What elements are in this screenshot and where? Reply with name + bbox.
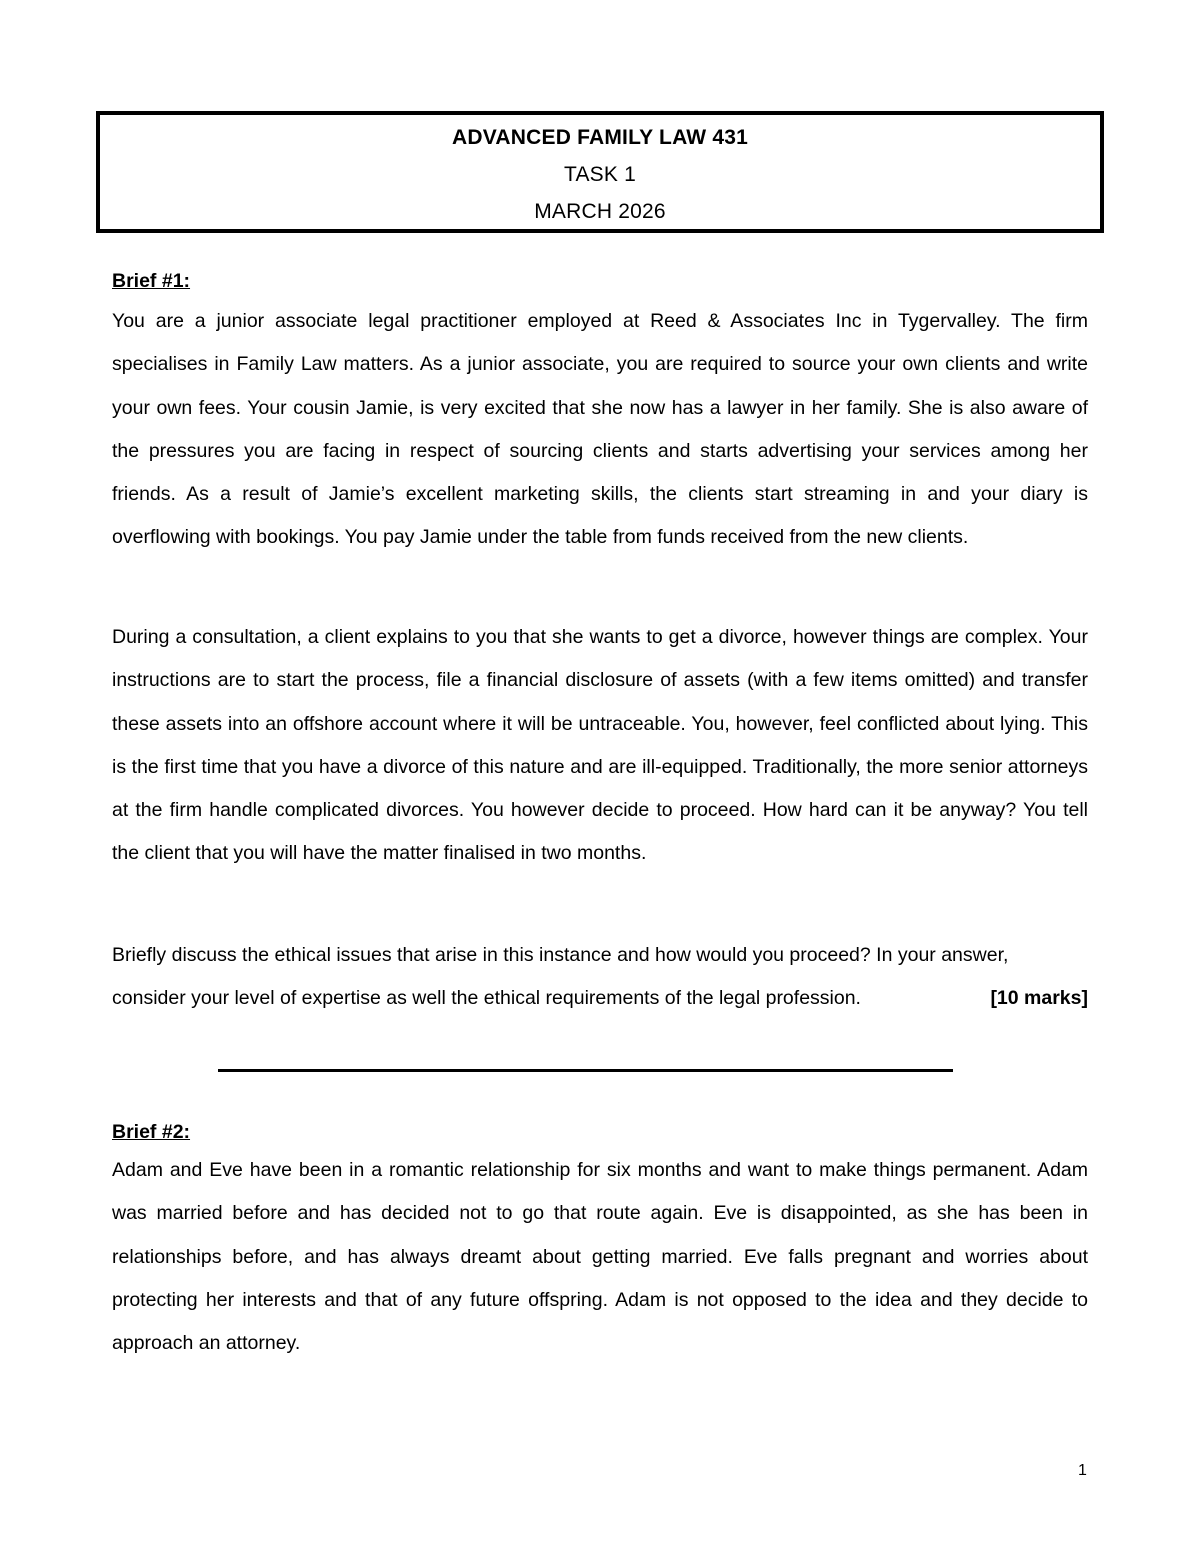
brief-2-heading: Brief #2: — [112, 1121, 191, 1143]
marks-label: [10 marks] — [990, 987, 1088, 1010]
brief-1-paragraph-2: During a consultation, a client explains to you that she wants to get a divorce, however things are complex. Your instructions are to start the process, file a financial disclosure of assets (with a few items omitted) and transfer these assets into an offshore account where it will be untraceable. You, however, feel conflicted about lying. This is the first time that you have a divorce of this nature and are ill-equipped. Traditionally, the more senior attorneys at the firm handle complicated divorces. You however decide to proceed. How hard can it be anyway? You tell the client that you will have the matter finalised in two months. — [112, 626, 1088, 865]
brief-1-section — [112, 266, 1088, 560]
question-line-1: Briefly discuss the ethical issues that arise in this instance and how would you proceed? In your answer, — [112, 944, 1009, 966]
section-divider — [218, 1069, 953, 1072]
date-label: MARCH 2026 — [534, 200, 666, 223]
question-line-2-row — [112, 977, 1088, 1020]
brief-1-heading: Brief #1: — [112, 270, 191, 292]
brief-1-paragraph-1: You are a junior associate legal practitioner employed at Reed & Associates Inc in Tygervalley. The firm specialises in Family Law matters. As a junior associate, you are required to source your own clients and write your own fees. Your cousin Jamie, is very excited that she now has a lawyer in her family. She is also aware of the pressures you are facing in respect of sourcing clients and starts advertising your services among her friends. As a result of Jamie’s excellent marketing skills, the clients start streaming in and your diary is overflowing with bookings. You pay Jamie under the table from funds received from the new clients. — [112, 310, 1088, 549]
title-box — [96, 111, 1104, 233]
course-title: ADVANCED FAMILY LAW 431 — [452, 126, 748, 149]
page-number: 1 — [1078, 1462, 1087, 1479]
brief-2-section — [112, 1117, 1088, 1365]
brief-1-paragraph-2-block — [112, 616, 1088, 876]
question-line-2: consider your level of expertise as well the ethical requirements of the legal profession. — [112, 987, 861, 1010]
task-label: TASK 1 — [563, 163, 636, 186]
brief-1-question — [112, 934, 1088, 1021]
brief-2-paragraph-1: Adam and Eve have been in a romantic relationship for six months and want to make things permanent. Adam was married before and has decided not to go that route again. Eve is disappointed, as she has been in relationships before, and has always dreamt about getting married. Eve falls pregnant and worries about protecting her interests and that of any future offspring. Adam is not opposed to the idea and they decide to approach an attorney. — [112, 1159, 1088, 1355]
